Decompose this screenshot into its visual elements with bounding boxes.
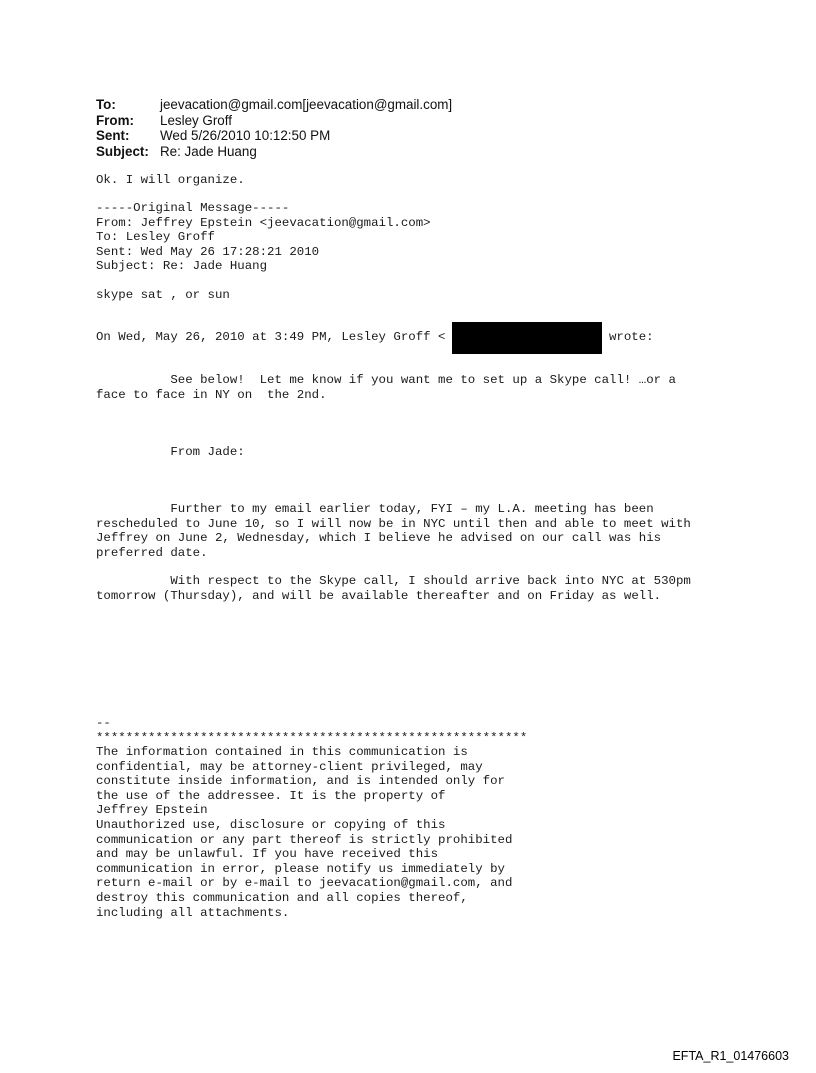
sent-value: Wed 5/26/2010 10:12:50 PM (160, 128, 331, 144)
redaction-box (452, 322, 602, 354)
subject-row (96, 144, 452, 160)
from-jade-line: From Jade: (96, 445, 245, 459)
from-label: From: (96, 112, 134, 128)
signature-dashes: -- (96, 716, 111, 730)
from-value: Lesley Groff (160, 112, 232, 128)
to-row (96, 97, 452, 113)
subject-value: Re: Jade Huang (160, 143, 257, 159)
further-paragraph: Further to my email earlier today, FYI – my L.A. meeting has been rescheduled to June 10, so I will now be in NYC until then and able to meet with Jeffrey on June 2, Wednesday, which I believe he advised on our call was his preferred date. (96, 502, 691, 560)
subject-label: Subject: (96, 143, 149, 159)
quoted-intro-prefix: On Wed, May 26, 2010 at 3:49 PM, Lesley Groff < (96, 330, 446, 344)
reply-line: Ok. I will organize. (96, 173, 245, 187)
skype-paragraph: With respect to the Skype call, I should arrive back into NYC at 530pm tomorrow (Thursday), and will be available thereafter and on Friday as well. (96, 574, 691, 603)
disclaimer-stars: ********************************************************** (96, 731, 528, 745)
quoted-intro-suffix: wrote: (609, 330, 654, 344)
to-label: To: (96, 97, 116, 112)
disclaimer-text: The information contained in this communication is confidential, may be attorney-client privileged, may constitute inside information, and is intended only for the use of the addressee. It is the property of Jeffrey Epstein Unauthorized use, disclosure or copying of this communication or any part thereof is strictly prohibited and may be unlawful. If you have received this communication in error, please notify us immediately by return e-mail or by e-mail to jeevacation@gmail.com, and destroy this communication and all copies thereof, including all attachments. (96, 745, 513, 920)
original-message-header: -----Original Message----- From: Jeffrey Epstein <jeevacation@gmail.com> To: Lesley Groff Sent: Wed May 26 17:28:21 2010 Subject: Re: Jade Huang (96, 201, 431, 274)
see-below-paragraph: See below! Let me know if you want me to set up a Skype call! …or a face to face in NY on the 2nd. (96, 373, 676, 402)
to-value: jeevacation@gmail.com[jeevacation@gmail.com] (160, 97, 453, 112)
email-header (96, 97, 452, 159)
sent-label: Sent: (96, 128, 130, 144)
from-row (96, 113, 452, 129)
skype-line: skype sat , or sun (96, 288, 230, 302)
document-id: EFTA_R1_01476603 (672, 1049, 789, 1063)
sent-row (96, 128, 452, 144)
